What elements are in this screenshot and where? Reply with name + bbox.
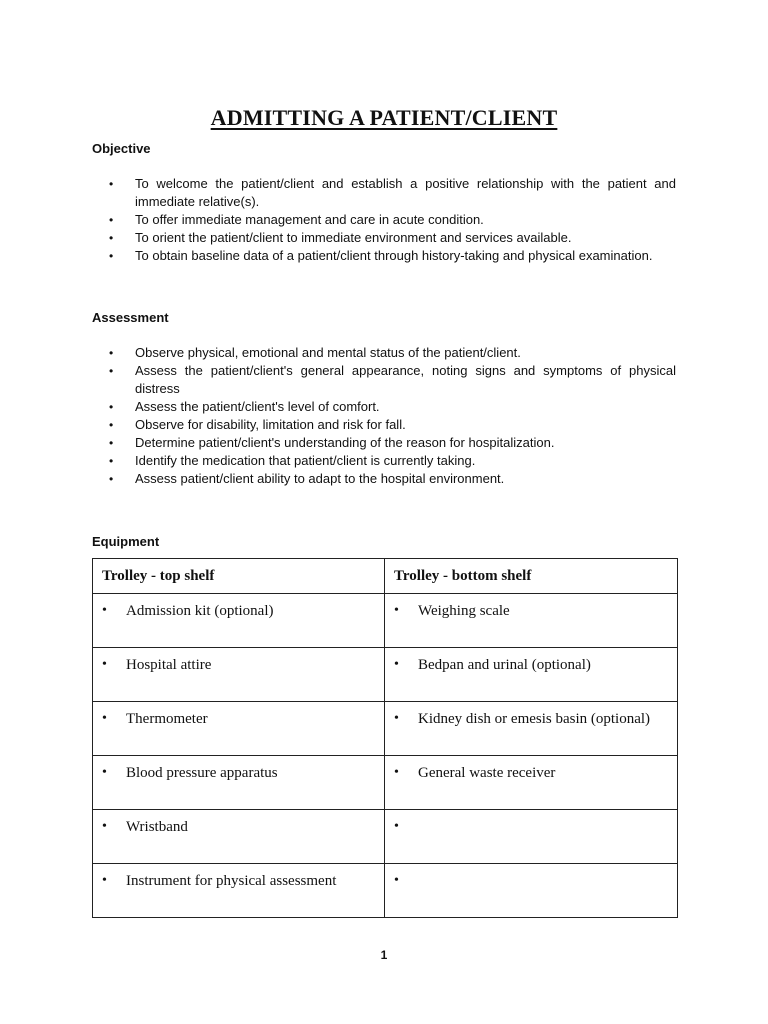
- list-item: • To orient the patient/client to immediate environment and services available.: [108, 229, 676, 247]
- list-item: • To obtain baseline data of a patient/client through history-taking and physical examination.: [108, 247, 676, 265]
- table-row: [93, 594, 678, 648]
- table-cell: [93, 810, 385, 864]
- equipment-table: [92, 558, 678, 918]
- cell-item: • Thermometer: [101, 711, 378, 728]
- cell-item: • Wristband: [101, 819, 378, 836]
- table-cell: [93, 864, 385, 918]
- cell-item: • Bedpan and urinal (optional): [393, 657, 671, 674]
- cell-item: • Hospital attire: [101, 657, 378, 674]
- table-row: [93, 864, 678, 918]
- list-item: • Assess patient/client ability to adapt to the hospital environment.: [108, 470, 676, 488]
- table-cell: [385, 702, 678, 756]
- page-title-text: ADMITTING A PATIENT/CLIENT: [210, 105, 558, 130]
- cell-item: • Kidney dish or emesis basin (optional): [393, 711, 671, 728]
- table-cell: [385, 648, 678, 702]
- list-item: • Observe for disability, limitation and risk for fall.: [108, 416, 676, 434]
- table-row: [93, 702, 678, 756]
- cell-item: • Weighing scale: [393, 603, 671, 620]
- table-cell: [385, 594, 678, 648]
- table-row: [93, 648, 678, 702]
- list-item: • Assess the patient/client's general appearance, noting signs and symptoms of physical distress: [108, 362, 676, 398]
- cell-item: • Blood pressure apparatus: [101, 765, 378, 782]
- column-header-top-shelf: Trolley - top shelf: [93, 559, 385, 594]
- list-item: • Observe physical, emotional and mental status of the patient/client.: [108, 344, 676, 362]
- table-cell: [93, 756, 385, 810]
- list-item: • Identify the medication that patient/client is currently taking.: [108, 452, 676, 470]
- table-cell: [93, 594, 385, 648]
- list-item: • To offer immediate management and care in acute condition.: [108, 211, 676, 229]
- assessment-heading: Assessment: [92, 310, 169, 325]
- table-cell: [93, 648, 385, 702]
- table-cell: [385, 864, 678, 918]
- page-title: [0, 105, 768, 131]
- page-number: 1: [380, 948, 388, 962]
- table-cell: [385, 756, 678, 810]
- list-item: • Determine patient/client's understanding of the reason for hospitalization.: [108, 434, 676, 452]
- cell-item: • Instrument for physical assessment: [101, 873, 378, 890]
- equipment-heading: Equipment: [92, 534, 160, 549]
- cell-item: • Admission kit (optional): [101, 603, 378, 620]
- list-item: • To welcome the patient/client and establish a positive relationship with the patient and immediate relative(s).: [108, 175, 676, 211]
- list-item: • Assess the patient/client's level of comfort.: [108, 398, 676, 416]
- objective-heading: Objective: [92, 141, 151, 156]
- assessment-list: [108, 344, 676, 488]
- table-row: [93, 756, 678, 810]
- table-header-row: [93, 559, 678, 594]
- table-row: [93, 810, 678, 864]
- table-cell: [93, 702, 385, 756]
- cell-item: • General waste receiver: [393, 765, 671, 782]
- objective-list: [108, 175, 676, 265]
- table-cell: [385, 810, 678, 864]
- column-header-bottom-shelf: Trolley - bottom shelf: [385, 559, 678, 594]
